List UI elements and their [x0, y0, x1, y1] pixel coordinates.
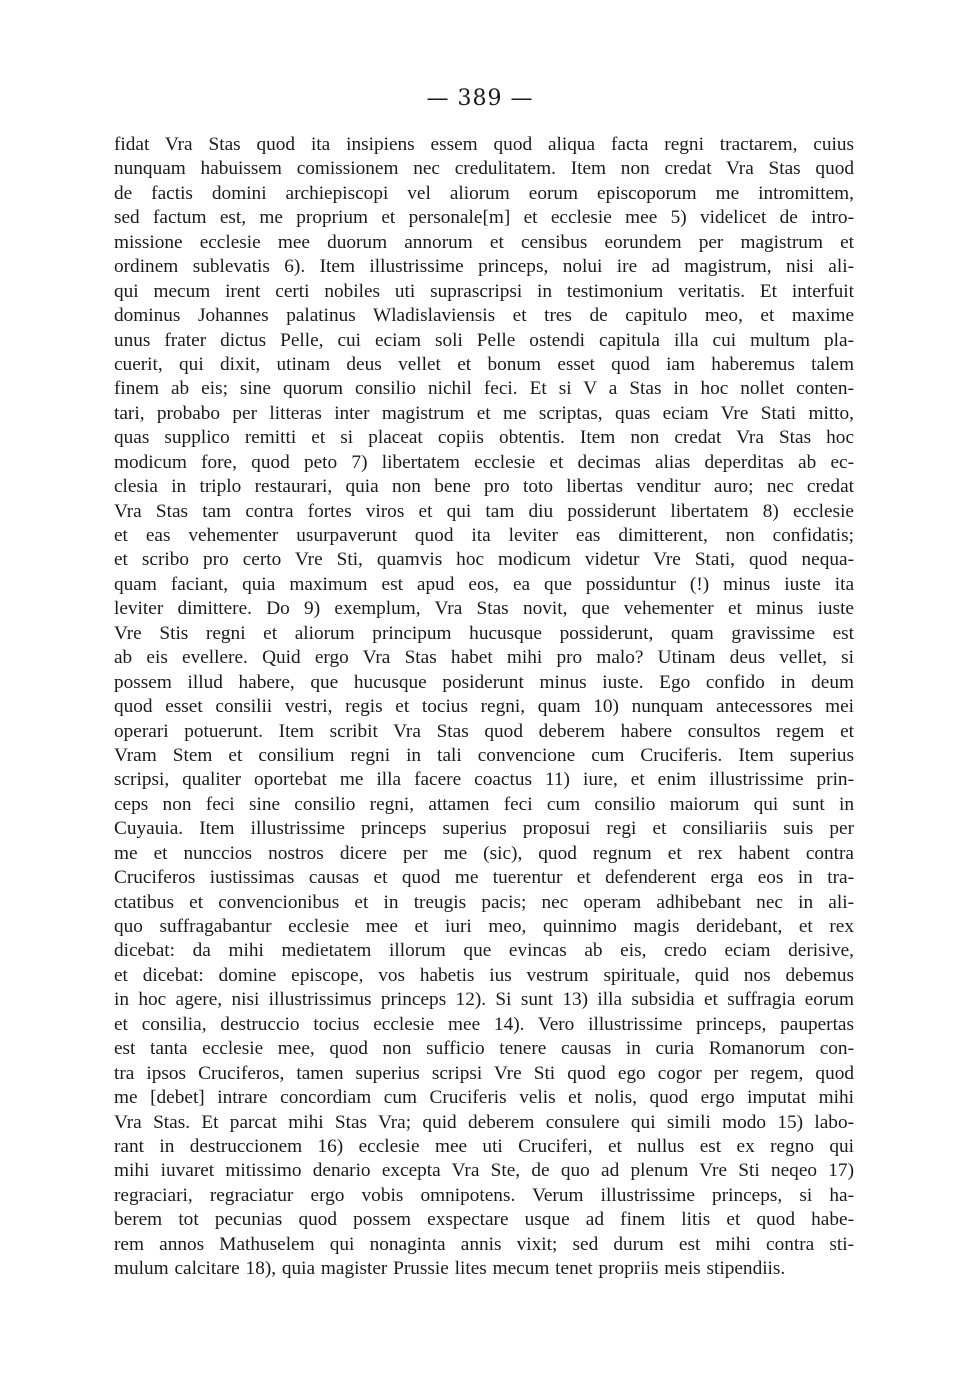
text-line: mihi iuvaret mitissimo denario excepta Vra Ste, de quo ad plenum Vre Sti neqeo 17)	[114, 1160, 854, 1182]
text-line: qui mecum irent certi nobiles uti suprascripsi in testimonium veritatis. Et interfuit	[114, 280, 854, 302]
text-line: ctatibus et convencionibus et in treugis pacis; nec operam adhibebant nec in ali-	[114, 891, 854, 913]
text-line: leviter dimittere. Do 9) exemplum, Vra Stas novit, que vehementer et minus iuste	[114, 598, 854, 620]
text-line: fidat Vra Stas quod ita insipiens essem quod aliqua facta regni tractarem, cuius	[114, 134, 854, 155]
text-line: unus frater dictus Pelle, cui eciam soli Pelle ostendi capitula illa cui multum pla-	[114, 329, 854, 351]
text-line: et eas vehementer usurpaverunt quod ita leviter eas dimitterent, non confidatis;	[114, 525, 854, 546]
text-line: de factis domini archiepiscopi vel aliorum eorum episcoporum me intromittem,	[114, 182, 854, 204]
text-line: mulum calcitare 18), quia magister Prussie lites mecum tenet propriis meis stipendiis.	[114, 1258, 786, 1280]
text-line: sed factum est, me proprium et personale[m] et ecclesie mee 5) videlicet de intro-	[114, 207, 854, 229]
text-line: ab eis evellere. Quid ergo Vra Stas habet mihi pro malo? Utinam deus vellet, si	[114, 647, 854, 669]
text-line: et consilia, destruccio tocius ecclesie mee 14). Vero illustrissime princeps, paupertas	[114, 1013, 854, 1035]
text-line: modicum fore, quod peto 7) libertatem ecclesie et decimas alias deperditas ab ec-	[114, 451, 854, 473]
text-line: in hoc agere, nisi illustrissimus princeps 12). Si sunt 13) illa subsidia et suffragia eorum	[114, 989, 854, 1011]
text-line: ordinem sublevatis 6). Item illustrissime princeps, nolui ire ad magistrum, nisi ali-	[114, 256, 854, 278]
text-line: dicebat: da mihi medietatem illorum que evincas ab eis, credo eciam derisive,	[114, 940, 854, 962]
text-line: et scribo pro certo Vre Sti, quamvis hoc modicum videtur Vre Stati, quod nequa-	[114, 549, 854, 571]
text-line: Cuyauia. Item illustrissime princeps superius proposui regi et consiliariis suis per	[114, 818, 854, 840]
text-line: tra ipsos Cruciferos, tamen superius scripsi Vre Sti quod ego cogor per regem, quod	[114, 1062, 854, 1084]
text-line: dominus Johannes palatinus Wladislaviensis et tres de capitulo meo, et maxime	[114, 305, 854, 327]
text-line: Vre Stis regni et aliorum principum hucusque possiderunt, quam gravissime est	[114, 622, 854, 644]
text-line: ceps non feci sine consilio regni, attamen feci cum consilio maiorum qui sunt in	[114, 793, 854, 815]
text-line: quas supplico remitti et si placeat copiis obtentis. Item non credat Vra Stas hoc	[114, 427, 854, 449]
page-number: — 389 —	[426, 86, 534, 111]
text-line: scripsi, qualiter oportebat me illa facere coactus 11) iure, et enim illustrissime prin-	[114, 769, 854, 791]
text-line: Vram Stem et consilium regni in tali convencione cum Cruciferis. Item superius	[114, 744, 854, 766]
text-line: et dicebat: domine episcope, vos habetis ius vestrum spirituale, quid nos debemus	[114, 964, 854, 986]
text-line: Vra Stas tam contra fortes viros et qui tam diu possiderunt libertatem 8) ecclesie	[114, 500, 854, 522]
text-line: finem ab eis; sine quorum consilio nichil feci. Et si V a Stas in hoc nollet conten-	[114, 378, 854, 400]
text-line: operari potuerunt. Item scribit Vra Stas quod deberem habere consultos regem et	[114, 720, 854, 742]
text-line: Cruciferos iustissimas causas et quod me tuerentur et defenderent erga eos in tra-	[114, 867, 854, 889]
text-line: berem tot pecunias quod possem exspectare usque ad finem litis et quod habe-	[114, 1209, 854, 1231]
text-line: missione ecclesie mee duorum annorum et censibus eorundem per magistrum et	[114, 231, 854, 253]
text-line: quam faciant, quia maximum est apud eos, ea que possiduntur (!) minus iuste ita	[114, 573, 854, 595]
text-line: regraciari, regraciatur ergo vobis omnipotens. Verum illustrissime princeps, si ha-	[114, 1184, 854, 1206]
text-line: me [debet] intrare concordiam cum Cruciferis velis et nolis, quod ergo imputat mihi	[114, 1087, 854, 1109]
text-line: quo suffragabantur ecclesie mee et iuri meo, quinnimo magis deridebant, et rex	[114, 916, 854, 937]
text-line: rant in destruccionem 16) ecclesie mee uti Cruciferi, et nullus est ex regno qui	[114, 1135, 854, 1157]
text-line: est tanta ecclesie mee, quod non sufficio tenere causas in curia Romanorum con-	[114, 1038, 854, 1060]
body-text	[114, 133, 854, 1282]
text-line: nunquam habuissem comissionem nec credulitatem. Item non credat Vra Stas quod	[114, 158, 854, 180]
text-line: quod esset consilii vestri, regis et tocius regni, quam 10) nunquam antecessores mei	[114, 696, 854, 718]
text-line: cuerit, qui dixit, utinam deus vellet et bonum esset quod iam haberemus talem	[114, 353, 854, 375]
text-line: clesia in triplo restaurari, quia non bene pro toto libertas venditur auro; nec credat	[114, 476, 854, 498]
text-line: me et nunccios nostros dicere per me (sic), quod regnum et rex habent contra	[114, 842, 854, 864]
text-line: Vra Stas. Et parcat mihi Stas Vra; quid deberem consulere qui simili modo 15) labo-	[114, 1111, 854, 1133]
text-line: rem annos Mathuselem qui nonaginta annis vixit; sed durum est mihi contra sti-	[114, 1233, 854, 1255]
text-line: possem illud habere, que hucusque posiderunt minus iuste. Ego confido in deum	[114, 671, 854, 693]
text-line: tari, probabo per litteras inter magistrum et me scriptas, quas eciam Vre Stati mitto,	[114, 402, 854, 424]
